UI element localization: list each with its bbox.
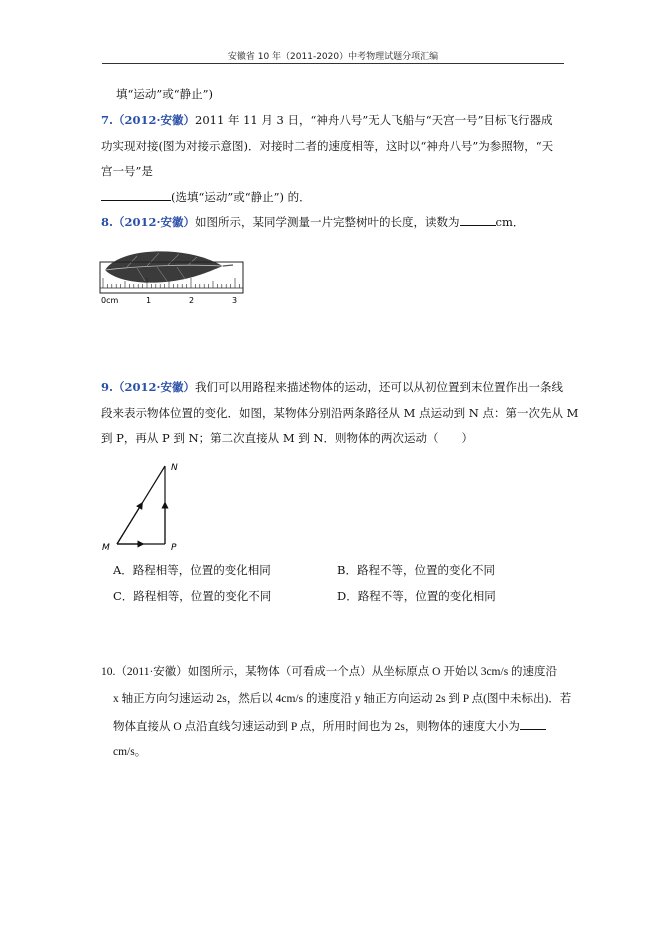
q10-answer-blank[interactable]	[520, 718, 546, 730]
q8-answer-blank[interactable]	[460, 214, 496, 226]
q10-line-4: cm/s。	[113, 746, 147, 758]
ruler-label-0: 0cm	[101, 296, 119, 305]
q9-line-1	[101, 380, 563, 394]
ruler-label-3: 3	[232, 296, 238, 305]
q9-line-3: 到 P，再从 P 到 N；第二次直接从 M 到 N．则物体的两次运动（ ）	[101, 431, 473, 445]
q10-line-3	[113, 718, 546, 734]
q7-text-1: 2011 年 11 月 3 日，“神舟八号”无人飞船与“天宫一号”目标飞行器成	[195, 113, 553, 127]
point-n-label: N	[171, 463, 178, 473]
q7-number: 7.	[101, 113, 114, 127]
ruler-label-1: 1	[146, 296, 152, 305]
mnp-path-figure	[97, 455, 192, 555]
q9-option-d[interactable]: D．路程不等，位置的变化相同	[337, 589, 496, 603]
q7-line-3: 宫一号”是	[101, 164, 153, 178]
q9-option-b[interactable]: B．路程不等，位置的变化不同	[337, 563, 495, 577]
q8-line-1	[101, 214, 524, 229]
q7-line-2: 功实现对接(图为对接示意图)．对接时二者的速度相等，这时以“神舟八号”为参照物，“天	[101, 139, 554, 153]
q9-number: 9.	[101, 380, 114, 394]
header-divider	[102, 63, 564, 64]
page-header: 安徽省 10 年（2011-2020）中考物理试题分项汇编	[227, 52, 439, 62]
leaf-image	[105, 251, 233, 282]
q9-option-a[interactable]: A．路程相等，位置的变化相同	[113, 563, 271, 577]
q7-source: （2012·安徽）	[113, 113, 196, 127]
q9-option-c[interactable]: C．路程相等，位置的变化不同	[113, 589, 272, 603]
point-p-label: P	[171, 543, 177, 553]
leaf-ruler-figure	[97, 248, 247, 308]
q7-line-1	[101, 113, 553, 127]
arrow-mn	[117, 505, 141, 544]
q9-text-1: 我们可以用路程来描述物体的运动，还可以从初位置到末位置作出一条线	[195, 380, 564, 394]
q10-line-2: x 轴正方向匀速运动 2s，然后以 4cm/s 的速度沿 y 轴正方向运动 2s 到 P 点(图中未标出)．若	[113, 693, 572, 705]
q9-source: （2012·安徽）	[113, 380, 196, 394]
q9-line-2: 段来表示物体位置的变化．如图，某物体分别沿两条路径从 M 点运动到 N 点：第一次先从 M	[101, 406, 579, 420]
ruler-label-2: 2	[189, 296, 195, 305]
q8-source: （2012·安徽）	[113, 215, 196, 229]
q8-number: 8.	[101, 215, 114, 229]
point-m-label: M	[102, 543, 110, 553]
q8-unit: cm．	[495, 215, 525, 229]
q8-text: 如图所示，某同学测量一片完整树叶的长度，读数为	[195, 215, 460, 229]
q7-text-4: (选填“运动”或“静止”) 的．	[171, 190, 311, 204]
q10-text-3: 物体直接从 O 点沿直线匀速运动到 P 点，所用时间也为 2s，则物体的速度大小为	[113, 721, 520, 733]
q10-line-1: 10.（2011·安徽）如图所示，某物体（可看成一个点）从坐标原点 O 开始以 3cm/s 的速度沿	[101, 666, 558, 678]
q7-answer-blank[interactable]	[101, 189, 171, 201]
q7-line-4	[101, 189, 311, 204]
q6-tail-text: 填“运动”或“静止”)	[116, 87, 214, 101]
